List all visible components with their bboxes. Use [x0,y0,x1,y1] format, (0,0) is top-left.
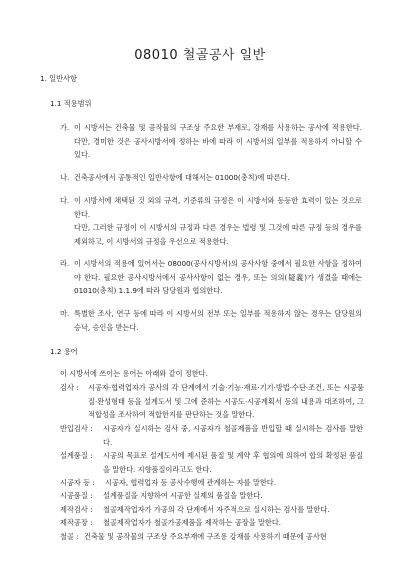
term-label: 제작공장 : [60,518,93,527]
subsection-heading-terms: 1.2 용어 [50,347,78,356]
term-definition: 설계품질을 지향하여 시공한 실제의 품질을 말한다. [103,491,263,500]
scope-item-text: 이 시방서에 채택된 것 외의 규격, 기준류의 규정은 이 시방서와 동등한 효력이 있는 것으로 한다. [74,196,362,219]
term-definition: 시공자, 협력업자 등 공사수행에 관계하는 자를 말한다. [105,478,277,487]
term-label: 시공자 등 : [60,478,95,487]
term-label: 시공품질 : [60,491,93,500]
term-label: 반입검사 : [60,424,93,433]
term-label: 설계품질 : [60,451,93,460]
scope-item-text: 건축공사에서 공통적인 일반사항에 대해서는 01000(총칙)에 따른다. [74,173,290,182]
term-definition: 시공자가 실시하는 검사 중, 시공자가 철골제품을 반입할 때 실시하는 검사를 말한다. [103,424,363,447]
scope-item-text: 이 시방서는 건축물 및 공작물의 구조상 주요한 부재로, 강재를 사용하는 공사에 적용한다. 다만, 경미한 것은 공사시방서에 정하는 바에 따라 이 시방서의 일부를 적용하지 아니할 수 있다. [74,123,362,159]
item-marker: 라. [60,259,70,268]
item-marker: 나. [60,173,70,182]
term-definition: 시공자·협력업자가 공사의 각 단계에서 기술·기능·재료·기기·방법·수단·조건, 또는 시공품질·완성형태 등을 설계도서 및 그에 준하는 시공도·시공계획서 등의 내용과 대조하여, 그 적합성을 조사하여 적합한지를 판단하는 것을 말한다. [88,383,364,419]
terms-intro: 이 시방서에 쓰이는 용어는 아래와 같이 정한다. [60,369,208,378]
term-definition: 철골제작업자가 가공의 각 단계에서 자주적으로 실시하는 검사를 말한다. [103,505,330,514]
document-title: 08010 철골공사 일반 [134,48,266,63]
term-definition: 건축물 및 공작물의 구조상 주요부재에 구조용 강재를 사용하기 때문에 공사현 [84,532,327,541]
scope-item-text-continued: 다만, 그러한 규정이 이 시방서의 규정과 다른 경우는 법령 및 그것에 따른 규정 등의 경우를 제외하고, 이 시방서의 규정을 우선으로 적용한다. [74,223,362,246]
item-marker: 마. [60,309,70,318]
scope-item-text: 특별한 조사, 연구 등에 따라 이 시방서의 전부 또는 일부를 적용하지 않는 경우는 담당원의 승낙, 승인을 받는다. [74,309,362,332]
scope-item-text: 이 시방서의 적용에 있어서는 08000(공사시방서)의 공사사항 중에서 필요한 사항을 정하여야 한다. 필요한 공사시방서에서 공사사항이 없는 경우, 또는 의의(疑義)가 생겼을 때에는 01010(총칙) 1.1.9에 따라 담당원과 협의한다. [74,259,362,295]
term-definition: 시공의 목표로 설계도서에 제시된 품질 및 계약 후 협의에 의하여 합의 확정된 품질을 말한다. 지향품질이라고도 한다. [103,451,363,474]
term-label: 검사 : [60,383,79,392]
term-label: 철골 : [60,532,79,541]
subsection-heading-scope: 1.1 적용범위 [50,99,92,108]
item-marker: 가. [60,123,70,132]
section-heading-general: 1. 일반사항 [40,74,77,83]
term-definition: 철골제작업자가 철골가공제품을 제작하는 공장을 말한다. [103,518,282,527]
item-marker: 다. [60,196,70,205]
term-label: 제작검사 : [60,505,93,514]
